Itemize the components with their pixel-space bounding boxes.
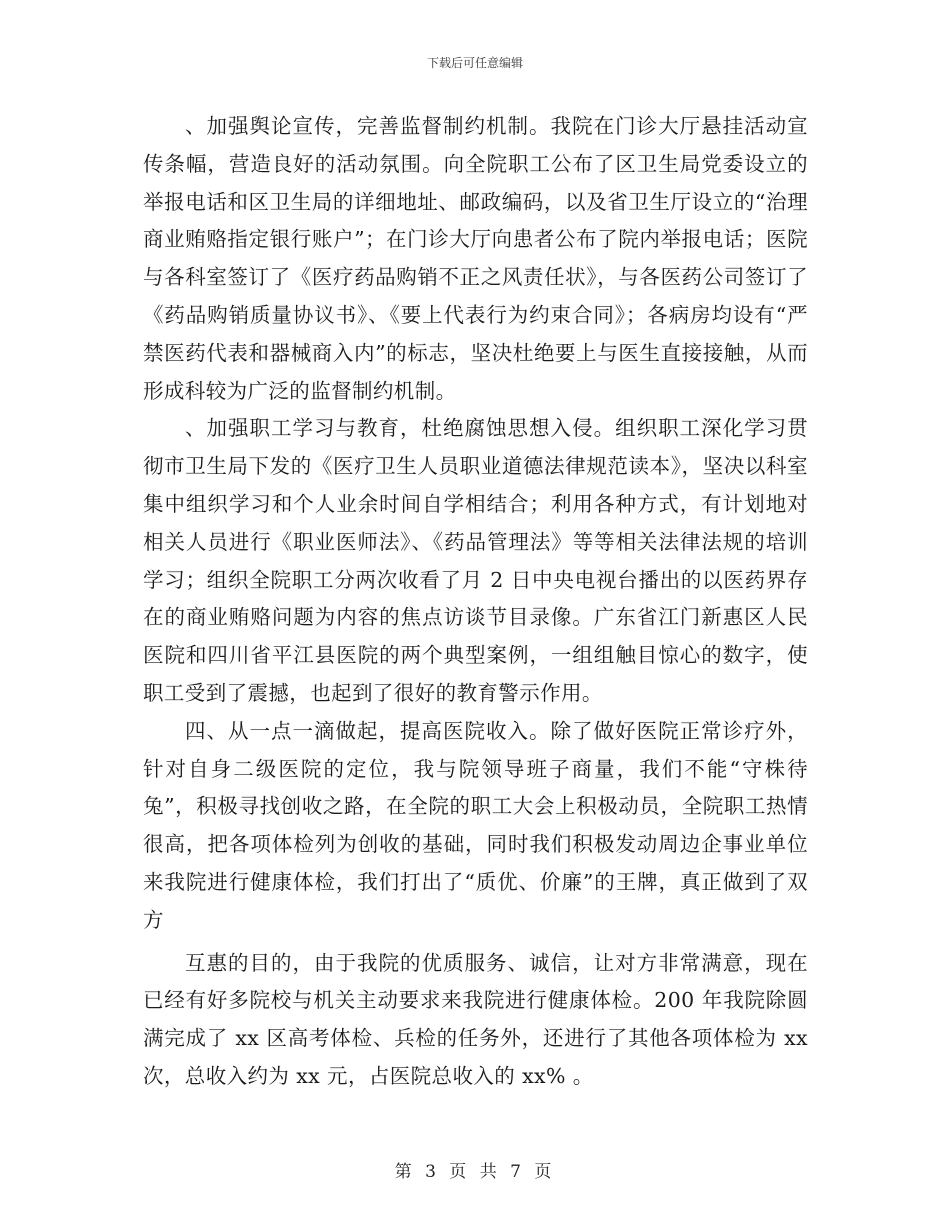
page-number-footer: 第 3 页 共 7 页: [394, 1162, 556, 1182]
paragraph-supervision: 、加强舆论宣传，完善监督制约机制。我院在门诊大厅悬挂活动宣传条幅，营造良好的活动氛围。向全院职工公布了区卫生局党委设立的举报电话和区卫生局的详细地址、邮政编码，以及省卫生厅设立的“治理商业贿赂指定银行账户”；在门诊大厅向患者公布了院内举报电话；医院与各科室签订了《医疗药品购销不正之风责任状》，与各医药公司签订了《药品购销质量协议书》、《要上代表行为约束合同》；各病房均设有“严禁医药代表和器械商入内”的标志，坚决杜绝要上与医生直接接触，从而形成科较为广泛的监督制约机制。: [143, 114, 808, 403]
paragraph-increase-income: 四、从一点一滴做起，提高医院收入。除了做好医院正常诊疗外，针对自身二级医院的定位，我与院领导班子商量，我们不能“守株待兔”，积极寻找创收之路，在全院的职工大会上积极动员，全院职工热情很高，把各项体检列为创收的基础，同时我们积极发动周边企事业单位来我院进行健康体检，我们打出了“质优、价廉”的王牌，真正做到了双方: [143, 718, 808, 932]
paragraph-mutual-benefit: 互惠的目的，由于我院的优质服务、诚信，让对方非常满意，现在已经有好多院校与机关主动要求来我院进行健康体检。200 年我院除圆满完成了 xx 区高考体检、兵检的任务外，还进行了其他各项体检为 xx 次，总收入约为 xx 元，占医院总收入的 xx% 。: [143, 950, 808, 1088]
paragraph-staff-education: 、加强职工学习与教育，杜绝腐蚀思想入侵。组织职工深化学习贯彻市卫生局下发的《医疗卫生人员职业道德法律规范读本》，坚决以科室集中组织学习和个人业余时间自学相结合；利用各种方式，有计划地对相关人员进行《职业医师法》、《药品管理法》等等相关法律法规的培训学习；组织全院职工分两次收看了月 2 日中央电视台播出的以医药界存在的商业贿赂问题为内容的焦点访谈节目录像。广东省江门新惠区人民医院和四川省平江县医院的两个典型案例，一组组触目惊心的数字，使职工受到了震撼，也起到了很好的教育警示作用。: [143, 416, 808, 705]
document-body: [143, 108, 808, 1096]
page-header: 下载后可任意编辑: [426, 56, 523, 70]
